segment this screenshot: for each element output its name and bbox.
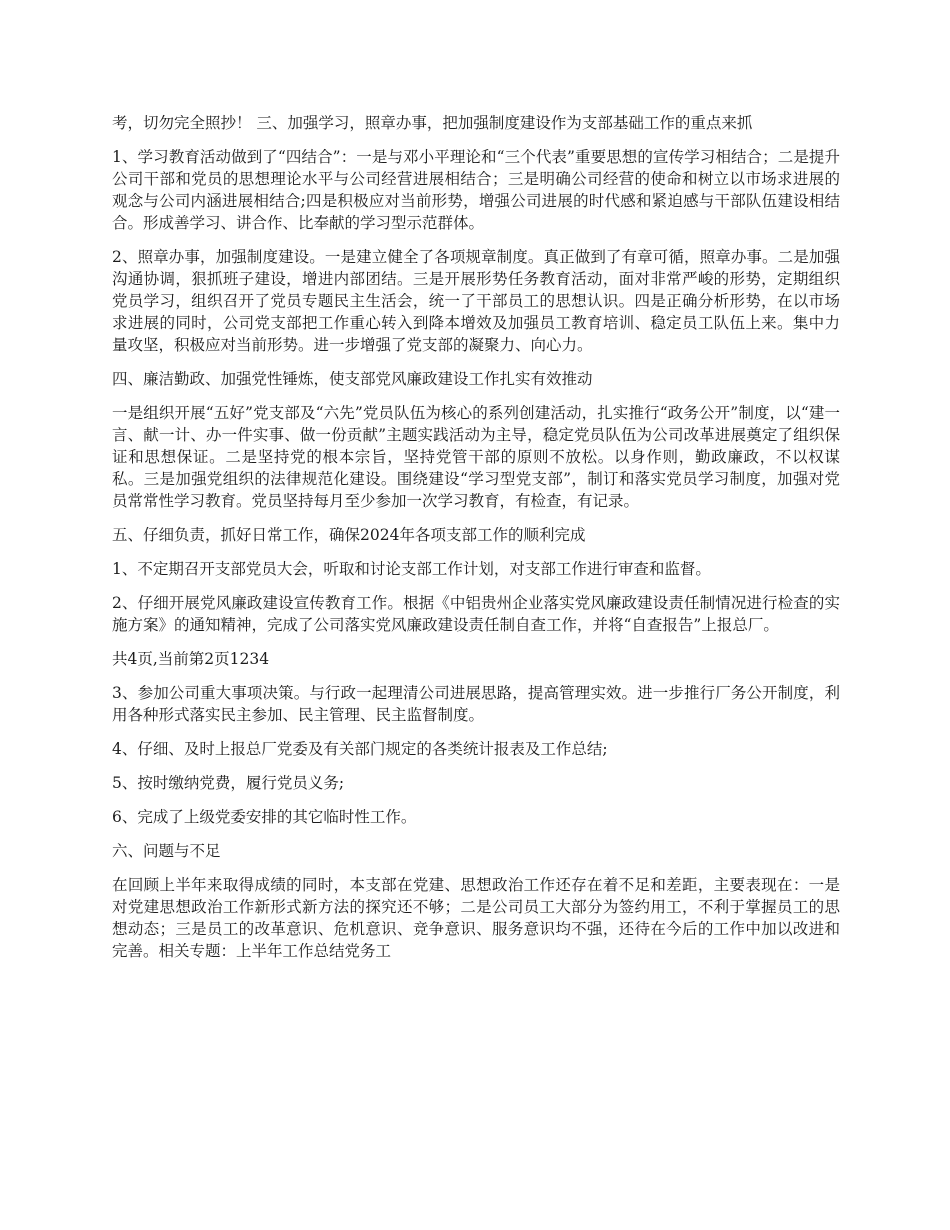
paragraph-item-2-rules: 2、照章办事，加强制度建设。一是建立健全了各项规章制度。真正做到了有章可循，照章办事。二是加强沟通协调，狠抓班子建设，增进内部团结。三是开展形势任务教育活动，面对非常严峻的形势，定期组织党员学习，组织召开了党员专题民主生活会，统一了干部员工的思想认识。四是正确分析形势，在以市场求进展的同时，公司党支部把工作重心转入到降本增效及加强员工教育培训、稳定员工队伍上来。集中力量攻坚，积极应对当前形势。进一步增强了党支部的凝聚力、向心力。 — [112, 248, 840, 354]
paragraph-item-6-tasks: 6、完成了上级党委安排的其它临时性工作。 — [112, 808, 417, 826]
paragraph-continuation-heading-3: 考，切勿完全照抄！ 三、加强学习，照章办事，把加强制度建设作为支部基础工作的重点来抓 — [112, 114, 753, 132]
paragraph-item-2-education: 2、仔细开展党风廉政建设宣传教育工作。根据《中铝贵州企业落实党风廉政建设责任制情况进行检查的实施方案》的通知精神，完成了公司落实党风廉政建设责任制自查工作，并将“自查报告”上报总厂。 — [112, 594, 840, 634]
page-indicator: 共4页,当前第2页1234 — [112, 650, 270, 668]
paragraph-item-4-reports: 4、仔细、及时上报总厂党委及有关部门规定的各类统计报表及工作总结; — [112, 740, 608, 758]
paragraph-item-5-dues: 5、按时缴纳党费，履行党员义务; — [112, 774, 345, 792]
section-heading-4: 四、廉洁勤政、加强党性锤炼，使支部党风廉政建设工作扎实有效推动 — [112, 370, 593, 388]
paragraph-item-3-decisions: 3、参加公司重大事项决策。与行政一起理清公司进展思路，提高管理实效。进一步推行厂务公开制度，利用各种形式落实民主参加、民主管理、民主监督制度。 — [112, 684, 840, 724]
paragraph-item-1-meetings: 1、不定期召开支部党员大会，听取和讨论支部工作计划，对支部工作进行审查和监督。 — [112, 560, 711, 578]
paragraph-section-4-body: 一是组织开展“五好”党支部及“六先”党员队伍为核心的系列创建活动，扎实推行“政务公开”制度，以“建一言、献一计、办一件实事、做一份贡献”主题实践活动为主导，稳定党员队伍为公司改革进展奠定了组织保证和思想保证。二是坚持党的根本宗旨，坚持党管干部的原则不放松。以身作则，勤政廉政，不以权谋私。三是加强党组织的法律规范化建设。围绕建设“学习型党支部”，制订和落实党员学习制度，加强对党员常常性学习教育。党员坚持每月至少参加一次学习教育，有检查，有记录。 — [112, 404, 840, 510]
document-page — [112, 112, 840, 974]
paragraph-item-1-study: 1、学习教育活动做到了“四结合”：一是与邓小平理论和“三个代表”重要思想的宣传学习相结合；二是提升公司干部和党员的思想理论水平与公司经营进展相结合；三是明确公司经营的使命和树立以市场求进展的观念与公司内涵进展相结合;四是积极应对当前形势，增强公司进展的时代感和紧迫感与干部队伍建设相结合。形成善学习、讲合作、比奉献的学习型示范群体。 — [112, 148, 840, 232]
section-heading-6: 六、问题与不足 — [112, 842, 221, 860]
paragraph-section-6-body: 在回顾上半年来取得成绩的同时，本支部在党建、思想政治工作还存在着不足和差距，主要表现在：一是对党建思想政治工作新形式新方法的探究还不够；二是公司员工大部分为签约用工，不利于掌握员工的思想动态；三是员工的改革意识、危机意识、竞争意识、服务意识均不强，还待在今后的工作中加以改进和完善。相关专题：上半年工作总结党务工 — [112, 876, 840, 960]
section-heading-5: 五、仔细负责，抓好日常工作，确保2024年各项支部工作的顺利完成 — [112, 526, 586, 544]
